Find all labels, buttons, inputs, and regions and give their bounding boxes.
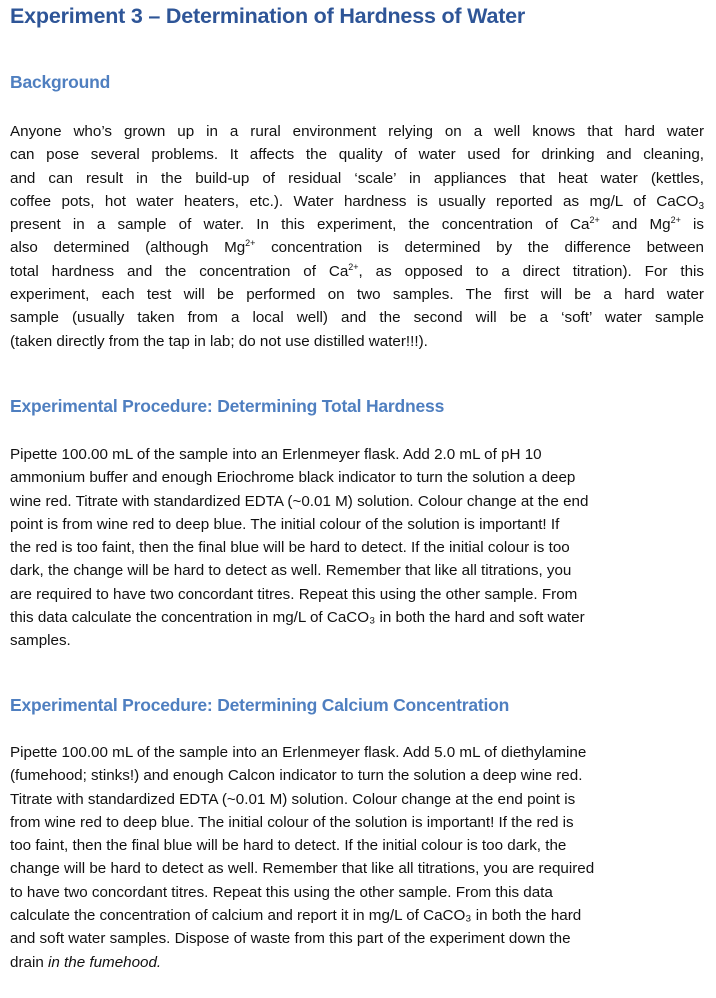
section-heading-total-hardness: Experimental Procedure: Determining Total Hardness	[10, 396, 445, 416]
text-line: point is from wine red to deep blue. The initial colour of the solution is important! If	[10, 515, 560, 533]
text-line: also determined (although $Mg^{2+}$ concentration is determined by the difference between	[10, 238, 704, 257]
text-line: sample (usually taken from a local well) and the second will be a ‘soft’ water sample	[10, 309, 704, 327]
text-line: Pipette 100.00 mL of the sample into an Erlenmeyer flask. Add 5.0 mL of diethylamine	[10, 744, 587, 761]
text-line: too faint, then the final blue will be hard to detect. If the initial colour is too dark, the	[10, 837, 567, 855]
text-line: and soft water samples. Dispose of waste from this part of the experiment down the	[10, 930, 571, 948]
text-line: and can result in the build-up of residual ‘scale’ in appliances that heat water (kettles,	[10, 169, 704, 187]
text-line: wine red. Titrate with standardized EDTA (~0.01 M) solution. Colour change at the end	[10, 492, 589, 510]
text-line: the red is too faint, then the final blue will be hard to detect. If the initial colour is too	[10, 539, 570, 557]
text-line: drain in the fumehood.	[10, 953, 162, 971]
text-line: dark, the change will be hard to detect as well. Remember that like all titrations, you	[10, 562, 572, 580]
text-line: can pose several problems. It affects the quality of water used for drinking and cleaning,	[10, 146, 704, 164]
page-title: Experiment 3 – Determination of Hardness of Water	[10, 4, 526, 28]
text-line: calculate the concentration of calcium and report it in mg/L of CaCO₃ in both the hard	[10, 907, 582, 925]
background-paragraph	[10, 120, 704, 353]
text-line: Pipette 100.00 mL of the sample into an Erlenmeyer flask. Add 2.0 mL of pH 10	[10, 446, 542, 463]
text-line: from wine red to deep blue. The initial colour of the solution is important! If the red is	[10, 813, 574, 831]
text-line: coffee pots, hot water heaters, etc.). Water hardness is usually reported as mg/L of CaCO$_3$	[10, 192, 704, 212]
text-line: this data calculate the concentration in mg/L of CaCO₃ in both the hard and soft water	[10, 609, 585, 627]
text-line: to have two concordant titres. Repeat this using the other sample. From this data	[10, 883, 553, 901]
calcium-paragraph	[10, 741, 704, 974]
text-line: change will be hard to detect as well. Remember that like all titrations, you are required	[10, 860, 595, 878]
text-line: are required to have two concordant titres. Repeat this using the other sample. From	[10, 585, 578, 603]
text-line: (taken directly from the tap in lab; do not use distilled water!!!).	[10, 332, 428, 350]
text-line: present in a sample of water. In this experiment, the concentration of $Ca^{2+}$ and $Mg^{2+}$ is	[10, 215, 704, 234]
text-line: samples.	[10, 632, 71, 650]
section-heading-calcium: Experimental Procedure: Determining Calcium Concentration	[10, 695, 510, 715]
text-line: total hardness and the concentration of $Ca^{2+}$, as opposed to a direct titration). For this	[10, 261, 704, 280]
text-line: (fumehood; stinks!) and enough Calcon indicator to turn the solution a deep wine red.	[10, 767, 583, 785]
text-line: ammonium buffer and enough Eriochrome black indicator to turn the solution a deep	[10, 469, 576, 487]
total-hardness-paragraph	[10, 443, 704, 653]
text-line: Anyone who’s grown up in a rural environment relying on a well knows that hard water	[10, 123, 704, 140]
text-line: Titrate with standardized EDTA (~0.01 M) solution. Colour change at the end point is	[10, 790, 576, 808]
italic-emphasis: in the fumehood.	[48, 953, 162, 971]
text-line: experiment, each test will be performed on two samples. The first will be a hard water	[10, 286, 704, 304]
section-heading-background: Background	[10, 72, 111, 92]
